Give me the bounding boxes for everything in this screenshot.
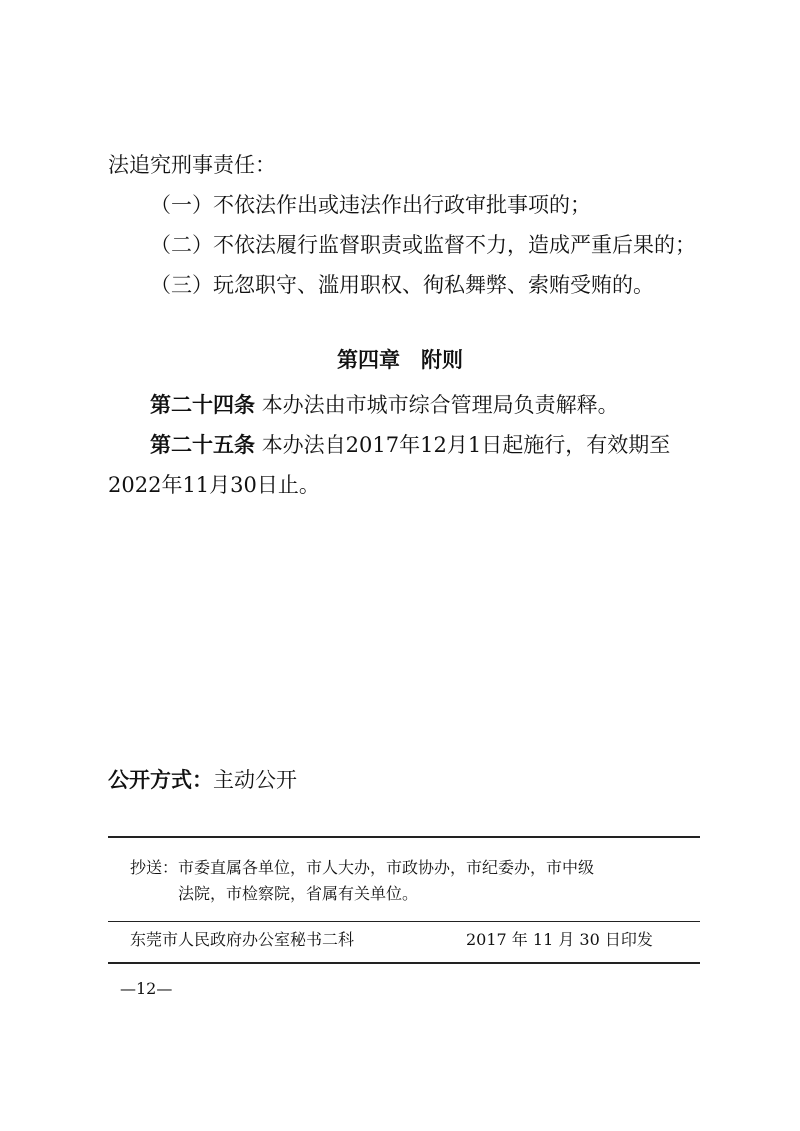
bottom-rule <box>108 962 700 964</box>
page-number: —12— <box>120 979 173 998</box>
top-rule <box>108 836 700 838</box>
chapter-title: 第四章 附则 <box>337 348 463 372</box>
article-24-label: 第二十四条 <box>150 393 255 417</box>
cc-label: 抄送： <box>130 858 179 877</box>
article-25 <box>150 430 670 460</box>
disclosure-label: 公开方式： <box>108 768 213 792</box>
disclosure <box>108 765 297 795</box>
issuer-date: 2017 年 11 月 30 日印发 <box>466 930 653 949</box>
cc-recipients-1: 市委直属各单位，市人大办，市政协办，市纪委办，市中级 <box>178 858 595 877</box>
list-item-2: （二）不依法履行监督职责或监督不力，造成严重后果的； <box>150 233 696 257</box>
issuer-office: 东莞市人民政府办公室秘书二科 <box>130 930 355 949</box>
cc-line-1 <box>130 856 594 880</box>
article-24-text: 本办法由市城市综合管理局负责解释。 <box>261 393 619 417</box>
cc-recipients-2: 法院，市检察院，省属有关单位。 <box>178 884 419 903</box>
article-25-continuation: 2022年11月30日止。 <box>108 473 320 497</box>
list-item-3: （三）玩忽职守、滥用职权、徇私舞弊、索贿受贿的。 <box>150 273 654 297</box>
disclosure-value: 主动公开 <box>213 768 297 792</box>
article-24 <box>150 390 619 420</box>
article-25-label: 第二十五条 <box>150 433 255 457</box>
middle-rule <box>108 921 700 922</box>
article-25-text: 本办法自2017年12月1日起施行，有效期至 <box>261 433 671 457</box>
body-line-continuation: 法追究刑事责任： <box>108 153 276 177</box>
list-item-1: （一）不依法作出或违法作出行政审批事项的； <box>150 193 591 217</box>
